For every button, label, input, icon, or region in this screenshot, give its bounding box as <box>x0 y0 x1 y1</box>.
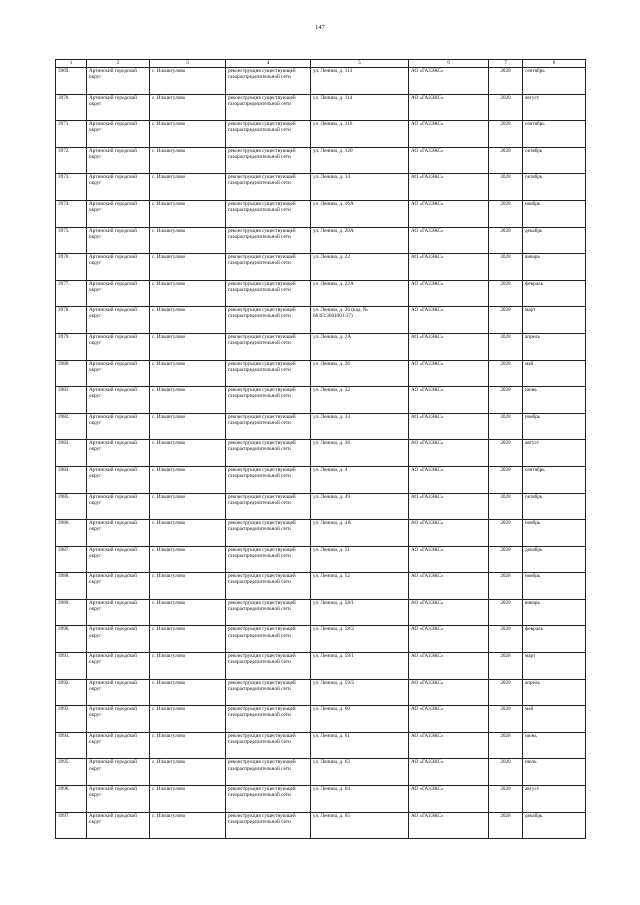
row-number: 3983. <box>56 440 87 467</box>
address-cell: ул. Ленина, д. 114 <box>311 94 409 121</box>
column-header-2: 2 <box>87 60 150 68</box>
year-cell: 2028 <box>489 706 523 733</box>
month-cell: июнь <box>523 732 586 759</box>
table-row <box>56 493 586 520</box>
month-cell: октябрь <box>523 174 586 201</box>
month-cell: май <box>523 706 586 733</box>
district-cell: Артинский городской округ <box>87 68 150 95</box>
locality-cell: с. Ильчигулово <box>150 493 226 520</box>
district-cell: Артинский городской округ <box>87 466 150 493</box>
page-number: 147 <box>315 24 325 31</box>
organization-cell: АО «ГАЗЭКС» <box>409 520 489 547</box>
table-row <box>56 147 586 174</box>
work-type-cell: реконструкция существующей газораспределительной сети <box>226 280 311 307</box>
work-type-cell: реконструкция существующей газораспределительной сети <box>226 68 311 95</box>
row-number: 3997. <box>56 812 87 839</box>
work-type-cell: реконструкция существующей газораспределительной сети <box>226 121 311 148</box>
month-cell: март <box>523 653 586 680</box>
table-row <box>56 413 586 440</box>
address-cell: ул. Ленина, д. 22А <box>311 280 409 307</box>
month-cell: ноябрь <box>523 573 586 600</box>
header-row <box>56 60 586 68</box>
locality-cell: с. Ильчигулово <box>150 147 226 174</box>
row-number: 3982. <box>56 413 87 440</box>
row-number: 3991. <box>56 653 87 680</box>
table-header <box>56 60 586 68</box>
organization-cell: АО «ГАЗЭКС» <box>409 440 489 467</box>
organization-cell: АО «ГАЗЭКС» <box>409 653 489 680</box>
row-number: 3976. <box>56 254 87 281</box>
work-type-cell: реконструкция существующей газораспределительной сети <box>226 599 311 626</box>
locality-cell: с. Ильчигулово <box>150 626 226 653</box>
address-cell: ул. Ленина, д. 61 <box>311 732 409 759</box>
locality-cell: с. Ильчигулово <box>150 333 226 360</box>
month-cell: сентябрь <box>523 466 586 493</box>
address-cell: ул. Ленина, д. 65 <box>311 812 409 839</box>
table-body <box>56 68 586 839</box>
table-row <box>56 280 586 307</box>
organization-cell: АО «ГАЗЭКС» <box>409 413 489 440</box>
row-number: 3974. <box>56 200 87 227</box>
work-type-cell: реконструкция существующей газораспределительной сети <box>226 387 311 414</box>
year-cell: 2028 <box>489 174 523 201</box>
table-row <box>56 174 586 201</box>
month-cell: ноябрь <box>523 200 586 227</box>
locality-cell: с. Ильчигулово <box>150 174 226 201</box>
work-type-cell: реконструкция существующей газораспределительной сети <box>226 94 311 121</box>
address-cell: ул. Ленина, д. 20А <box>311 227 409 254</box>
locality-cell: с. Ильчигулово <box>150 466 226 493</box>
district-cell: Артинский городской округ <box>87 200 150 227</box>
district-cell: Артинский городской округ <box>87 280 150 307</box>
organization-cell: АО «ГАЗЭКС» <box>409 307 489 334</box>
year-cell: 2028 <box>489 227 523 254</box>
organization-cell: АО «ГАЗЭКС» <box>409 466 489 493</box>
locality-cell: с. Ильчигулово <box>150 280 226 307</box>
organization-cell: АО «ГАЗЭКС» <box>409 626 489 653</box>
year-cell: 2028 <box>489 280 523 307</box>
locality-cell: с. Ильчигулово <box>150 812 226 839</box>
work-type-cell: реконструкция существующей газораспределительной сети <box>226 413 311 440</box>
year-cell: 2028 <box>489 360 523 387</box>
organization-cell: АО «ГАЗЭКС» <box>409 812 489 839</box>
locality-cell: с. Ильчигулово <box>150 786 226 813</box>
row-number: 3984. <box>56 466 87 493</box>
year-cell: 2028 <box>489 254 523 281</box>
row-number: 3971. <box>56 121 87 148</box>
district-cell: Артинский городской округ <box>87 573 150 600</box>
locality-cell: с. Ильчигулово <box>150 227 226 254</box>
address-cell: ул. Ленина, д. 2А <box>311 333 409 360</box>
address-cell: ул. Ленина, д. 32 <box>311 387 409 414</box>
year-cell: 2028 <box>489 333 523 360</box>
table-row <box>56 68 586 95</box>
work-type-cell: реконструкция существующей газораспределительной сети <box>226 227 311 254</box>
organization-cell: АО «ГАЗЭКС» <box>409 360 489 387</box>
month-cell: февраль <box>523 280 586 307</box>
table-row <box>56 333 586 360</box>
row-number: 3994. <box>56 732 87 759</box>
address-cell: ул. Ленина, д. 58/2 <box>311 626 409 653</box>
work-type-cell: реконструкция существующей газораспределительной сети <box>226 440 311 467</box>
row-number: 3987. <box>56 546 87 573</box>
district-cell: Артинский городской округ <box>87 706 150 733</box>
organization-cell: АО «ГАЗЭКС» <box>409 94 489 121</box>
address-cell: ул. Ленина, д. 52 <box>311 573 409 600</box>
locality-cell: с. Ильчигулово <box>150 121 226 148</box>
address-cell: ул. Ленина, д. 60 <box>311 706 409 733</box>
month-cell: сентябрь <box>523 121 586 148</box>
work-type-cell: реконструкция существующей газораспределительной сети <box>226 174 311 201</box>
column-header-5: 5 <box>311 60 409 68</box>
table-row <box>56 121 586 148</box>
work-type-cell: реконструкция существующей газораспределительной сети <box>226 546 311 573</box>
year-cell: 2028 <box>489 732 523 759</box>
column-header-7: 7 <box>489 60 523 68</box>
row-number: 3973. <box>56 174 87 201</box>
organization-cell: АО «ГАЗЭКС» <box>409 786 489 813</box>
organization-cell: АО «ГАЗЭКС» <box>409 121 489 148</box>
year-cell: 2028 <box>489 493 523 520</box>
work-type-cell: реконструкция существующей газораспределительной сети <box>226 812 311 839</box>
address-cell: ул. Ленина, д. 26 <box>311 360 409 387</box>
district-cell: Артинский городской округ <box>87 759 150 786</box>
row-number: 3980. <box>56 360 87 387</box>
row-number: 3970. <box>56 94 87 121</box>
table-row <box>56 360 586 387</box>
organization-cell: АО «ГАЗЭКС» <box>409 200 489 227</box>
year-cell: 2028 <box>489 786 523 813</box>
row-number: 3985. <box>56 493 87 520</box>
district-cell: Артинский городской округ <box>87 493 150 520</box>
district-cell: Артинский городской округ <box>87 413 150 440</box>
month-cell: октябрь <box>523 493 586 520</box>
organization-cell: АО «ГАЗЭКС» <box>409 174 489 201</box>
district-cell: Артинский городской округ <box>87 360 150 387</box>
organization-cell: АО «ГАЗЭКС» <box>409 227 489 254</box>
year-cell: 2028 <box>489 679 523 706</box>
district-cell: Артинский городской округ <box>87 786 150 813</box>
organization-cell: АО «ГАЗЭКС» <box>409 546 489 573</box>
address-cell: ул. Ленина, д. 64 <box>311 786 409 813</box>
district-cell: Артинский городской округ <box>87 387 150 414</box>
year-cell: 2028 <box>489 147 523 174</box>
district-cell: Артинский городской округ <box>87 227 150 254</box>
organization-cell: АО «ГАЗЭКС» <box>409 706 489 733</box>
row-number: 3969. <box>56 68 87 95</box>
organization-cell: АО «ГАЗЭКС» <box>409 333 489 360</box>
table-row <box>56 573 586 600</box>
district-cell: Артинский городской округ <box>87 599 150 626</box>
table-row <box>56 200 586 227</box>
year-cell: 2028 <box>489 812 523 839</box>
work-type-cell: реконструкция существующей газораспределительной сети <box>226 786 311 813</box>
year-cell: 2028 <box>489 94 523 121</box>
year-cell: 2028 <box>489 599 523 626</box>
table-row <box>56 653 586 680</box>
locality-cell: с. Ильчигулово <box>150 759 226 786</box>
row-number: 3972. <box>56 147 87 174</box>
column-header-6: 6 <box>409 60 489 68</box>
locality-cell: с. Ильчигулово <box>150 573 226 600</box>
month-cell: декабрь <box>523 812 586 839</box>
organization-cell: АО «ГАЗЭКС» <box>409 387 489 414</box>
work-type-cell: реконструкция существующей газораспределительной сети <box>226 573 311 600</box>
locality-cell: с. Ильчигулово <box>150 200 226 227</box>
year-cell: 2028 <box>489 759 523 786</box>
table-row <box>56 440 586 467</box>
month-cell: январь <box>523 599 586 626</box>
table-row <box>56 759 586 786</box>
locality-cell: с. Ильчигулово <box>150 653 226 680</box>
year-cell: 2028 <box>489 121 523 148</box>
address-cell: ул. Ленина, д. 33 <box>311 413 409 440</box>
row-number: 3989. <box>56 599 87 626</box>
organization-cell: АО «ГАЗЭКС» <box>409 599 489 626</box>
work-type-cell: реконструкция существующей газораспределительной сети <box>226 732 311 759</box>
district-cell: Артинский городской округ <box>87 94 150 121</box>
year-cell: 2028 <box>489 653 523 680</box>
work-type-cell: реконструкция существующей газораспределительной сети <box>226 679 311 706</box>
year-cell: 2028 <box>489 387 523 414</box>
row-number: 3986. <box>56 520 87 547</box>
address-cell: ул. Ленина, д. 36 <box>311 440 409 467</box>
work-type-cell: реконструкция существующей газораспределительной сети <box>226 466 311 493</box>
work-type-cell: реконструкция существующей газораспределительной сети <box>226 520 311 547</box>
row-number: 3996. <box>56 786 87 813</box>
column-header-4: 4 <box>226 60 311 68</box>
month-cell: август <box>523 94 586 121</box>
district-cell: Артинский городской округ <box>87 679 150 706</box>
locality-cell: с. Ильчигулово <box>150 94 226 121</box>
row-number: 3979. <box>56 333 87 360</box>
district-cell: Артинский городской округ <box>87 626 150 653</box>
address-cell: ул. Ленина, д. 113 <box>311 68 409 95</box>
work-type-cell: реконструкция существующей газораспределительной сети <box>226 147 311 174</box>
locality-cell: с. Ильчигулово <box>150 440 226 467</box>
work-type-cell: реконструкция существующей газораспределительной сети <box>226 706 311 733</box>
column-header-1: 1 <box>56 60 87 68</box>
locality-cell: с. Ильчигулово <box>150 413 226 440</box>
address-cell: ул. Ленина, д. 63 <box>311 759 409 786</box>
year-cell: 2028 <box>489 626 523 653</box>
locality-cell: с. Ильчигулово <box>150 732 226 759</box>
district-cell: Артинский городской округ <box>87 121 150 148</box>
month-cell: август <box>523 440 586 467</box>
work-type-cell: реконструкция существующей газораспределительной сети <box>226 653 311 680</box>
month-cell: май <box>523 360 586 387</box>
month-cell: август <box>523 786 586 813</box>
locality-cell: с. Ильчигулово <box>150 360 226 387</box>
table-row <box>56 387 586 414</box>
address-cell: ул. Ленина, д. 59/1 <box>311 653 409 680</box>
address-cell: ул. Ленина, д. 59/2 <box>311 679 409 706</box>
locality-cell: с. Ильчигулово <box>150 68 226 95</box>
locality-cell: с. Ильчигулово <box>150 254 226 281</box>
year-cell: 2028 <box>489 413 523 440</box>
month-cell: апрель <box>523 679 586 706</box>
gas-network-table <box>55 59 586 839</box>
address-cell: ул. Ленина, д. 14 <box>311 174 409 201</box>
table-row <box>56 466 586 493</box>
district-cell: Артинский городской округ <box>87 653 150 680</box>
locality-cell: с. Ильчигулово <box>150 520 226 547</box>
address-cell: ул. Ленина, д. 120 <box>311 147 409 174</box>
year-cell: 2028 <box>489 307 523 334</box>
month-cell: апрель <box>523 333 586 360</box>
work-type-cell: реконструкция существующей газораспределительной сети <box>226 307 311 334</box>
address-cell: ул. Ленина, д. 49 <box>311 493 409 520</box>
district-cell: Артинский городской округ <box>87 546 150 573</box>
year-cell: 2028 <box>489 200 523 227</box>
table-row <box>56 812 586 839</box>
month-cell: ноябрь <box>523 520 586 547</box>
month-cell: март <box>523 307 586 334</box>
address-cell: ул. Ленина, д. 51 <box>311 546 409 573</box>
work-type-cell: реконструкция существующей газораспределительной сети <box>226 200 311 227</box>
table-row <box>56 786 586 813</box>
row-number: 3978. <box>56 307 87 334</box>
month-cell: ноябрь <box>523 413 586 440</box>
address-cell: ул. Ленина, д. 116 <box>311 121 409 148</box>
table-row <box>56 706 586 733</box>
month-cell: декабрь <box>523 546 586 573</box>
column-header-3: 3 <box>150 60 226 68</box>
organization-cell: АО «ГАЗЭКС» <box>409 573 489 600</box>
row-number: 3993. <box>56 706 87 733</box>
locality-cell: с. Ильчигулово <box>150 546 226 573</box>
work-type-cell: реконструкция существующей газораспределительной сети <box>226 626 311 653</box>
district-cell: Артинский городской округ <box>87 812 150 839</box>
locality-cell: с. Ильчигулово <box>150 387 226 414</box>
address-cell: ул. Ленина, д. 4А <box>311 520 409 547</box>
work-type-cell: реконструкция существующей газораспределительной сети <box>226 759 311 786</box>
district-cell: Артинский городской округ <box>87 520 150 547</box>
table-row <box>56 599 586 626</box>
work-type-cell: реконструкция существующей газораспределительной сети <box>226 493 311 520</box>
table-row <box>56 94 586 121</box>
table-row <box>56 679 586 706</box>
district-cell: Артинский городской округ <box>87 174 150 201</box>
district-cell: Артинский городской округ <box>87 732 150 759</box>
row-number: 3988. <box>56 573 87 600</box>
organization-cell: АО «ГАЗЭКС» <box>409 759 489 786</box>
organization-cell: АО «ГАЗЭКС» <box>409 732 489 759</box>
organization-cell: АО «ГАЗЭКС» <box>409 254 489 281</box>
month-cell: февраль <box>523 626 586 653</box>
address-cell: ул. Ленина, д. 22 <box>311 254 409 281</box>
row-number: 3975. <box>56 227 87 254</box>
organization-cell: АО «ГАЗЭКС» <box>409 68 489 95</box>
row-number: 3981. <box>56 387 87 414</box>
organization-cell: АО «ГАЗЭКС» <box>409 280 489 307</box>
work-type-cell: реконструкция существующей газораспределительной сети <box>226 254 311 281</box>
locality-cell: с. Ильчигулово <box>150 307 226 334</box>
month-cell: январь <box>523 254 586 281</box>
year-cell: 2028 <box>489 440 523 467</box>
organization-cell: АО «ГАЗЭКС» <box>409 493 489 520</box>
year-cell: 2028 <box>489 520 523 547</box>
locality-cell: с. Ильчигулово <box>150 599 226 626</box>
district-cell: Артинский городской округ <box>87 307 150 334</box>
month-cell: июнь <box>523 387 586 414</box>
organization-cell: АО «ГАЗЭКС» <box>409 147 489 174</box>
locality-cell: с. Ильчигулово <box>150 706 226 733</box>
table-row <box>56 626 586 653</box>
table-row <box>56 732 586 759</box>
district-cell: Артинский городской округ <box>87 254 150 281</box>
month-cell: июль <box>523 759 586 786</box>
month-cell: сентябрь <box>523 68 586 95</box>
row-number: 3992. <box>56 679 87 706</box>
district-cell: Артинский городской округ <box>87 333 150 360</box>
table-row <box>56 520 586 547</box>
table-row <box>56 254 586 281</box>
row-number: 3977. <box>56 280 87 307</box>
address-cell: ул. Ленина, д. 16А <box>311 200 409 227</box>
month-cell: декабрь <box>523 227 586 254</box>
column-header-8: 8 <box>523 60 586 68</box>
work-type-cell: реконструкция существующей газораспределительной сети <box>226 333 311 360</box>
month-cell: октябрь <box>523 147 586 174</box>
address-cell: ул. Ленина, д. 4 <box>311 466 409 493</box>
work-type-cell: реконструкция существующей газораспределительной сети <box>226 360 311 387</box>
year-cell: 2028 <box>489 68 523 95</box>
locality-cell: с. Ильчигулово <box>150 679 226 706</box>
year-cell: 2028 <box>489 573 523 600</box>
organization-cell: АО «ГАЗЭКС» <box>409 679 489 706</box>
address-cell: ул. Ленина, д. 26 (кад. № 66:03:3601001:37) <box>311 307 409 334</box>
row-number: 3990. <box>56 626 87 653</box>
year-cell: 2028 <box>489 466 523 493</box>
district-cell: Артинский городской округ <box>87 440 150 467</box>
year-cell: 2028 <box>489 546 523 573</box>
address-cell: ул. Ленина, д. 58/1 <box>311 599 409 626</box>
row-number: 3995. <box>56 759 87 786</box>
table-row <box>56 307 586 334</box>
table-row <box>56 227 586 254</box>
district-cell: Артинский городской округ <box>87 147 150 174</box>
table-row <box>56 546 586 573</box>
